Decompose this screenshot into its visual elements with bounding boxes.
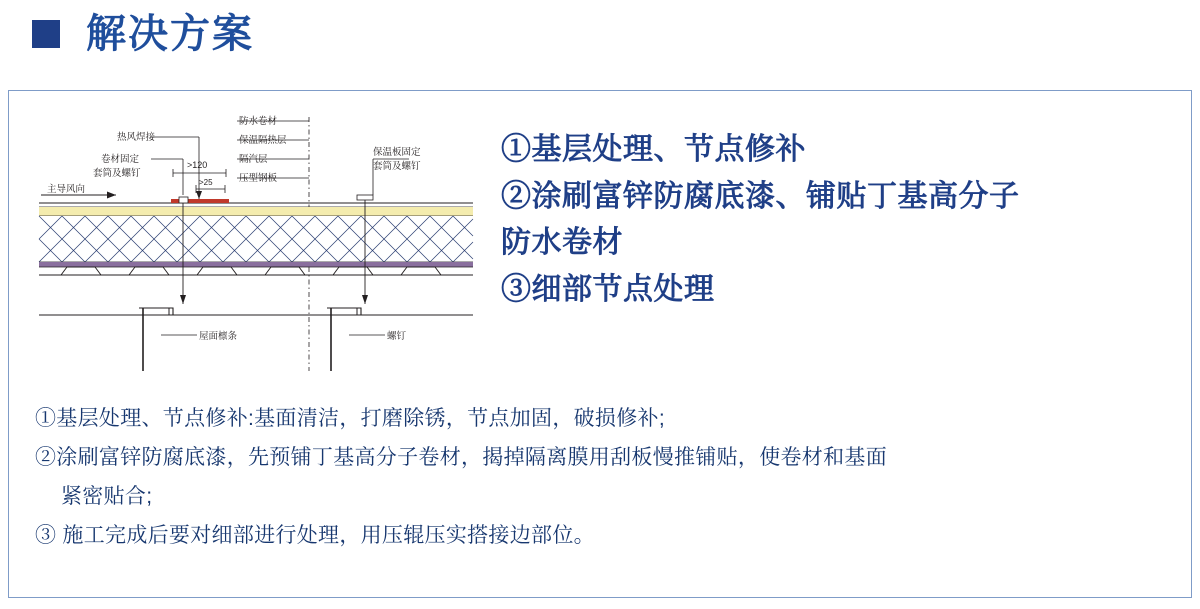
- roof-detail-svg: [21, 99, 491, 379]
- label-vapor: 隔汽层: [239, 154, 268, 165]
- label-airflow: 主导风向: [47, 184, 86, 195]
- solution-point-2: ②涂刷富锌防腐底漆、铺贴丁基高分子: [501, 179, 1020, 213]
- description-line-3: 紧密贴合;: [61, 485, 153, 509]
- page-title: 解决方案: [86, 12, 254, 56]
- roof-detail-diagram: [21, 99, 491, 379]
- solution-point-2-cont: 防水卷材: [501, 226, 623, 259]
- label-weld: 热风焊接: [117, 132, 156, 143]
- label-screw: 螺钉: [387, 331, 407, 342]
- description-line-4: ③ 施工完成后要对细部进行处理，用压辊压实搭接边部位。: [35, 524, 595, 548]
- label-purlin: 屋面檩条: [199, 331, 238, 342]
- description-block: [35, 399, 1175, 555]
- title-bullet-square: [32, 20, 60, 48]
- label-roll-fix-sub: 套筒及螺钉: [93, 168, 141, 179]
- description-line-2: ②涂刷富锌防腐底漆，先预铺丁基高分子卷材，揭掉隔离膜用刮板慢推铺贴，使卷材和基面: [35, 446, 887, 470]
- label-board-fix: 保温板固定: [373, 147, 421, 158]
- solution-points: [501, 127, 1173, 313]
- content-panel: [8, 90, 1192, 598]
- label-steel-deck: 压型钢板: [239, 173, 278, 184]
- description-line-1: ①基层处理、节点修补:基面清洁，打磨除锈，节点加固，破损修补;: [35, 407, 665, 430]
- label-dim-25: >25: [199, 178, 213, 187]
- label-roll-fix: 卷材固定: [101, 154, 140, 165]
- label-waterproof: 防水卷材: [239, 116, 278, 127]
- label-board-fix-sub: 套筒及螺钉: [373, 161, 421, 172]
- solution-point-3: ③细部节点处理: [501, 272, 715, 306]
- solution-point-1: ①基层处理、节点修补: [501, 133, 806, 166]
- label-insulation: 保温隔热层: [239, 135, 287, 146]
- label-dim-120: >120: [187, 160, 208, 170]
- slide-title-row: [32, 14, 254, 54]
